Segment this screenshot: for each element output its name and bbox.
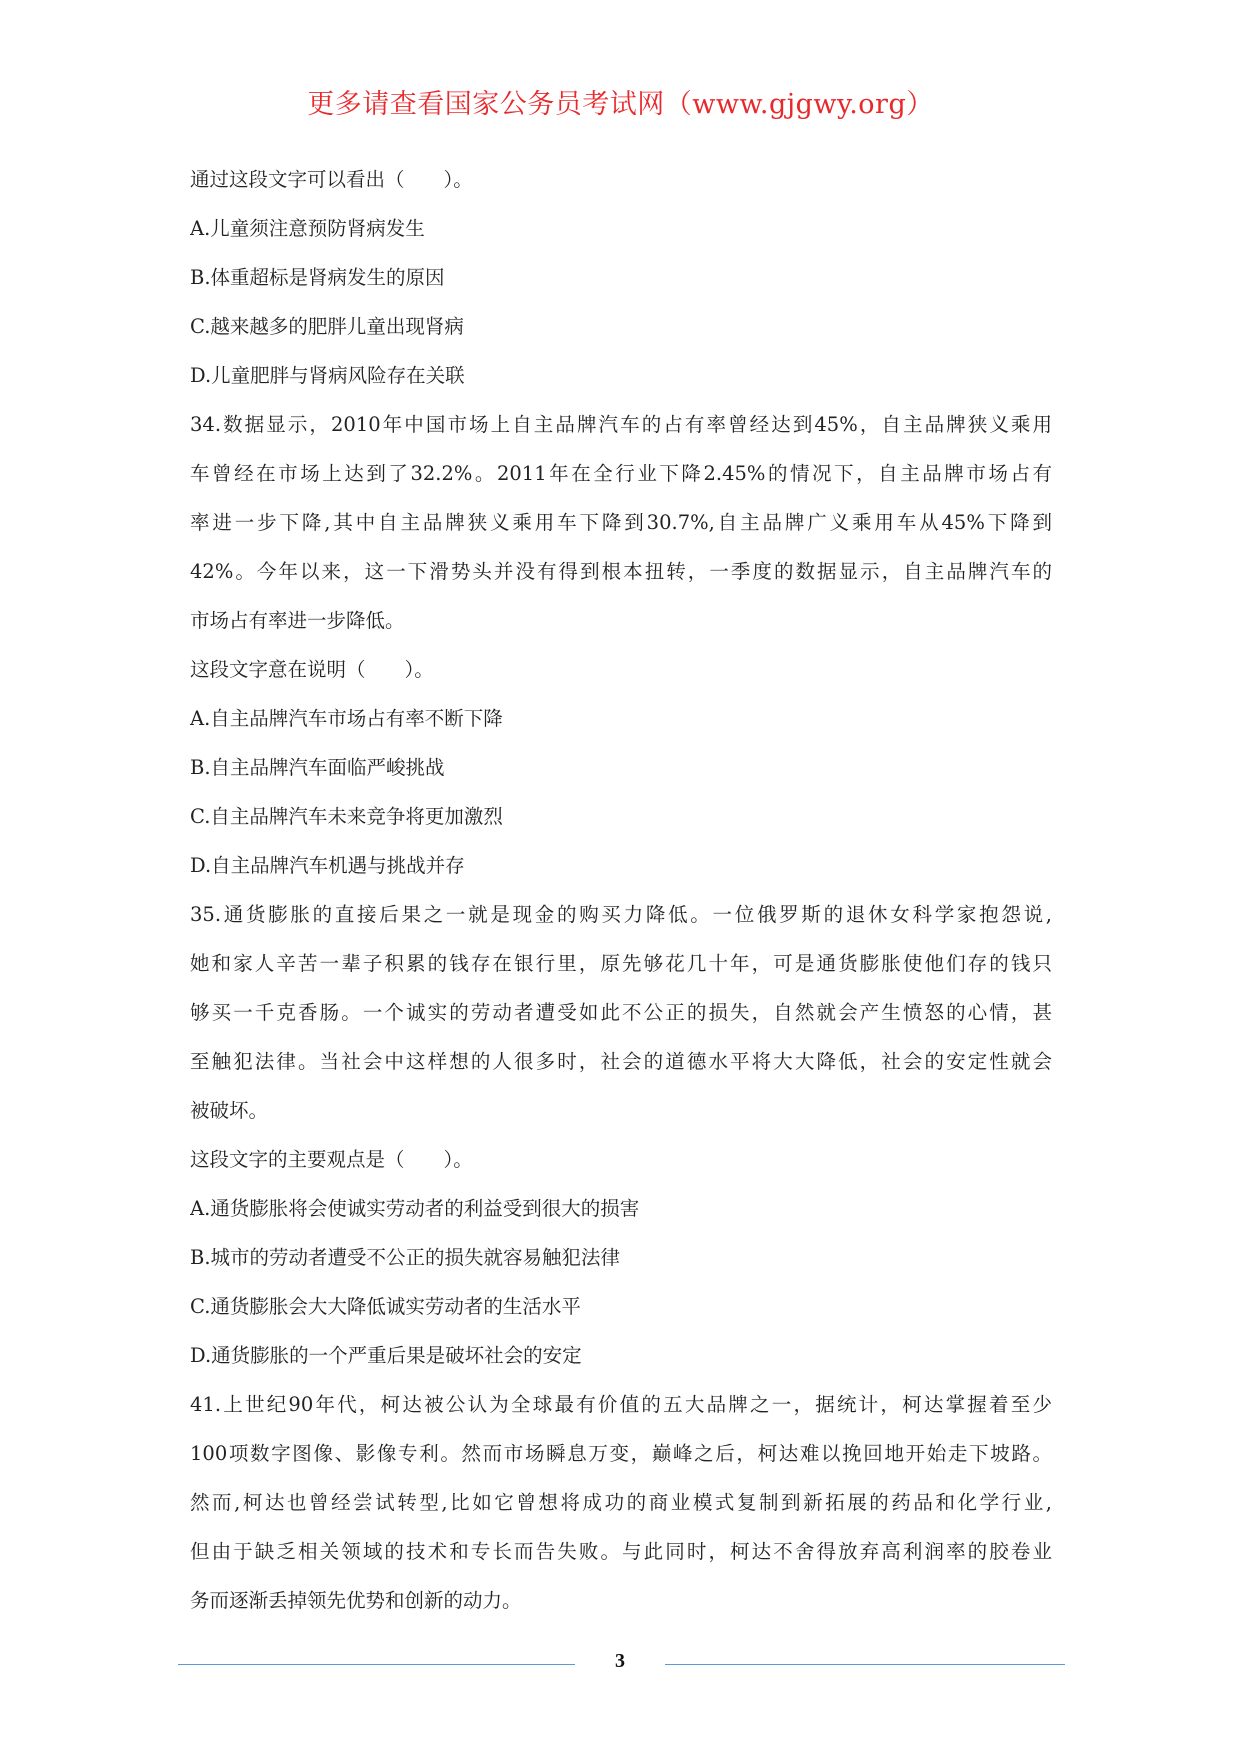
document-body (190, 155, 1052, 1625)
passage-line: 够买一千克香肠。一个诚实的劳动者遭受如此不公正的损失，自然就会产生愤怒的心情，甚 (190, 1001, 1052, 1024)
answer-option: A.通货膨胀将会使诚实劳动者的利益受到很大的损害 (190, 1197, 640, 1220)
passage-line: 被破坏。 (190, 1099, 269, 1122)
passage-line: 34.数据显示，2010年中国市场上自主品牌汽车的占有率曾经达到45%，自主品牌狭义乘用 (190, 413, 1052, 436)
passage-line: 率进一步下降,其中自主品牌狭义乘用车下降到30.7%,自主品牌广义乘用车从45%下降到 (190, 511, 1052, 534)
answer-option: B.体重超标是肾病发生的原因 (190, 266, 445, 289)
passage-line: 务而逐渐丢掉领先优势和创新的动力。 (190, 1589, 522, 1612)
question-stem: 这段文字的主要观点是（ ）。 (190, 1148, 473, 1171)
passage-line: 100项数字图像、影像专利。然而市场瞬息万变，巅峰之后，柯达难以挽回地开始走下坡路。 (190, 1442, 1052, 1465)
answer-option: C.自主品牌汽车未来竞争将更加激烈 (190, 805, 503, 828)
answer-option: C.通货膨胀会大大降低诚实劳动者的生活水平 (190, 1295, 581, 1318)
answer-option: B.城市的劳动者遭受不公正的损失就容易触犯法律 (190, 1246, 621, 1269)
answer-option: D.儿童肥胖与肾病风险存在关联 (190, 364, 465, 387)
answer-option: C.越来越多的肥胖儿童出现肾病 (190, 315, 464, 338)
site-banner: 更多请查看国家公务员考试网（www.gjgwy.org） (307, 89, 934, 120)
passage (190, 400, 1052, 645)
answer-option: A.自主品牌汽车市场占有率不断下降 (190, 707, 503, 730)
passage-line: 但由于缺乏相关领域的技术和专长而告失败。与此同时，柯达不舍得放弃高利润率的胶卷业 (190, 1540, 1052, 1563)
passage (190, 890, 1052, 1135)
passage-line: 她和家人辛苦一辈子积累的钱存在银行里，原先够花几十年，可是通货膨胀使他们存的钱只 (190, 952, 1052, 975)
passage-line: 至触犯法律。当社会中这样想的人很多时，社会的道德水平将大大降低，社会的安定性就会 (190, 1050, 1052, 1073)
passage-line: 35.通货膨胀的直接后果之一就是现金的购买力降低。一位俄罗斯的退休女科学家抱怨说, (190, 903, 1052, 926)
passage-line: 然而,柯达也曾经尝试转型,比如它曾想将成功的商业模式复制到新拓展的药品和化学行业, (190, 1491, 1052, 1514)
answer-option: D.通货膨胀的一个严重后果是破坏社会的安定 (190, 1344, 582, 1367)
passage-line: 41.上世纪90年代，柯达被公认为全球最有价值的五大品牌之一，据统计，柯达掌握着至少 (190, 1393, 1052, 1416)
footer-rule-left (178, 1664, 575, 1665)
passage-line: 市场占有率进一步降低。 (190, 609, 405, 632)
passage (190, 1380, 1052, 1625)
answer-option: D.自主品牌汽车机遇与挑战并存 (190, 854, 465, 877)
answer-option: A.儿童须注意预防肾病发生 (190, 217, 425, 240)
passage-line: 车曾经在市场上达到了32.2%。2011年在全行业下降2.45%的情况下，自主品牌市场占有 (190, 462, 1052, 485)
passage-line: 42%。今年以来，这一下滑势头并没有得到根本扭转，一季度的数据显示，自主品牌汽车的 (190, 560, 1052, 583)
page-number: 3 (615, 1650, 625, 1672)
footer-rule-right (665, 1664, 1065, 1665)
answer-option: B.自主品牌汽车面临严峻挑战 (190, 756, 445, 779)
question-stem: 这段文字意在说明（ ）。 (190, 658, 434, 681)
question-stem: 通过这段文字可以看出（ ）。 (190, 168, 473, 191)
